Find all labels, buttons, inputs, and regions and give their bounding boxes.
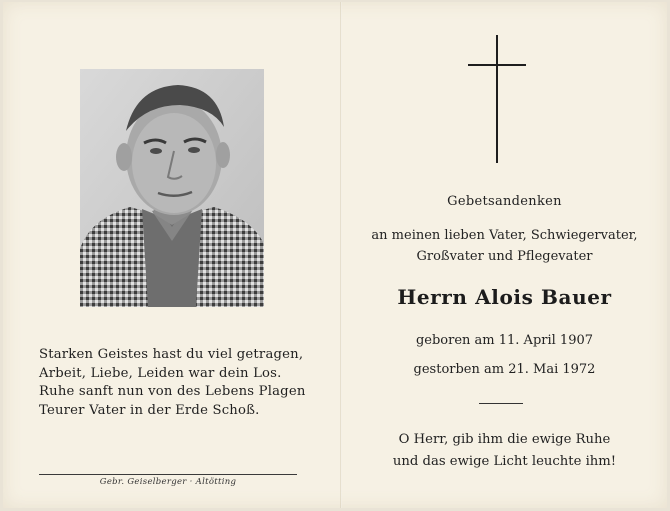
dedication-line: Großvater und Pflegevater xyxy=(416,249,593,264)
divider-line xyxy=(39,474,297,475)
death-date: gestorben am 21. Mai 1972 xyxy=(413,362,596,377)
poem xyxy=(39,346,329,420)
latin-cross-icon xyxy=(468,35,528,165)
deceased-name: Herrn Alois Bauer xyxy=(397,285,612,309)
poem-line: Arbeit, Liebe, Leiden war dein Los. xyxy=(39,365,282,381)
card-heading: Gebetsandenken xyxy=(447,194,562,209)
memorial-card xyxy=(3,2,667,508)
prayer-line: und das ewige Licht leuchte ihm! xyxy=(392,454,617,469)
portrait-photo xyxy=(80,69,264,307)
poem-line: Teurer Vater in der Erde Schoß. xyxy=(39,402,260,418)
prayer-line: O Herr, gib ihm die ewige Ruhe xyxy=(398,432,611,447)
poem-line: Starken Geistes hast du viel getragen, xyxy=(39,347,304,362)
left-panel xyxy=(3,2,340,508)
birth-date: geboren am 11. April 1907 xyxy=(415,333,594,348)
dedication-line: an meinen lieben Vater, Schwiegervater, xyxy=(371,228,638,243)
printer-imprint: Gebr. Geiselberger · Altötting xyxy=(99,477,237,487)
short-divider xyxy=(479,403,523,404)
poem-line: Ruhe sanft nun von des Lebens Plagen xyxy=(39,384,306,399)
right-panel xyxy=(342,2,667,508)
